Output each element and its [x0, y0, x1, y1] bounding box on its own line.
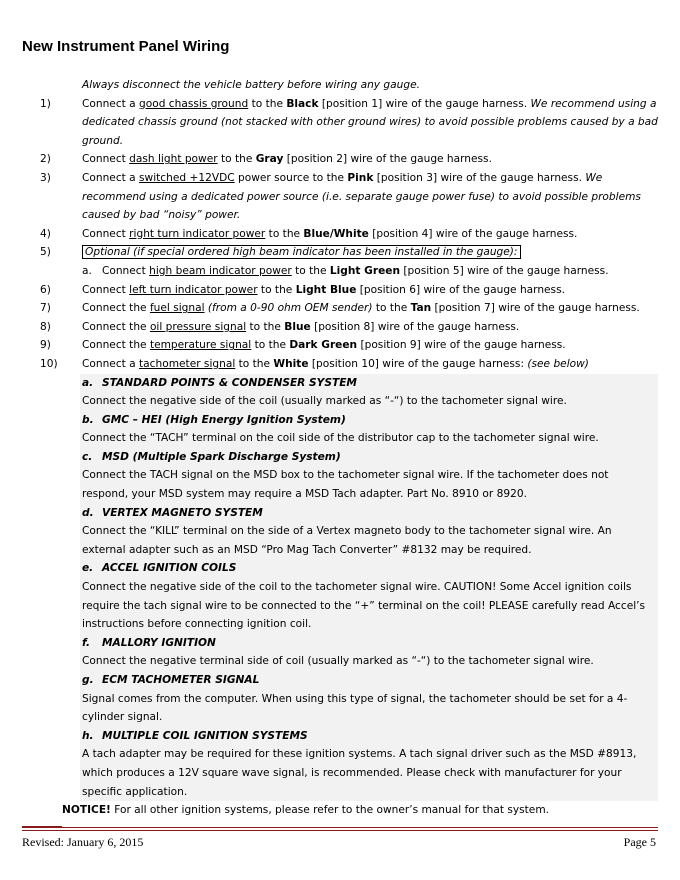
- wire-color: Gray: [255, 153, 284, 166]
- notice-label: NOTICE!: [62, 804, 111, 817]
- revised-date: Revised: January 6, 2015: [22, 835, 144, 849]
- ignition-system-instructions: A tach adapter may be required for these ignition systems. A tach signal driver such as the MSD #8913, which produces a 12V square wave signal, is recommended. Please check with manufacturer for your specific application.: [82, 748, 637, 798]
- wire-color: Pink: [347, 171, 374, 184]
- ignition-system-heading: g. ECM TACHOMETER SIGNAL: [82, 674, 260, 686]
- wire-color: Blue/White: [303, 227, 369, 240]
- item-number: 10): [40, 357, 58, 370]
- signal-name: oil pressure signal: [149, 320, 247, 333]
- item-number: 8): [40, 320, 51, 333]
- item-number: 1): [40, 97, 51, 110]
- footer-rule-double: [22, 830, 658, 831]
- signal-name: left turn indicator power: [129, 283, 258, 296]
- ignition-system-instructions: Connect the negative side of the coil (usually marked as “-“) to the tachometer signal wire.: [82, 395, 567, 408]
- page-number: Page 5: [623, 835, 656, 849]
- ignition-system-heading: d. VERTEX MAGNETO SYSTEM: [82, 506, 263, 519]
- list-item-5: [0, 243, 680, 262]
- signal-name: dash light power: [129, 153, 218, 166]
- item-number: 2): [40, 153, 51, 166]
- ignition-systems-list: [80, 374, 658, 802]
- signal-name: fuel signal: [149, 302, 205, 315]
- wire-color: Tan: [410, 302, 432, 315]
- ignition-system-instructions: Connect the “KILL” terminal on the side of a Vertex magneto body to the tachometer signal wire. An external adapter such as an MSD “Pro Mag Tach Converter” #8132 may be required.: [82, 525, 612, 556]
- ignition-system-instructions: Signal comes from the computer. When using this type of signal, the tachometer should be set for a 4-cylinder signal.: [82, 692, 628, 724]
- item-number: 5): [40, 246, 51, 259]
- list-item: 7) Connect the fuel signal (from a 0-90 ohm OEM sender) to the Tan [position 7] wire of the gauge harness.: [0, 299, 680, 318]
- wiring-instructions: [0, 76, 680, 820]
- ignition-system-heading: c. MSD (Multiple Spark Discharge System): [82, 450, 341, 463]
- wire-color: Dark Green: [289, 339, 358, 352]
- ignition-system-heading: a. STANDARD POINTS & CONDENSER SYSTEM: [82, 376, 357, 389]
- list-item: 1) Connect a good chassis ground to the Black [position 1] wire of the gauge harness. We recommend using a dedicated chassis ground (not stacked with other ground wires) to avoid possible problems caused by a bad ground.: [0, 95, 680, 151]
- page-title: New Instrument Panel Wiring: [22, 38, 230, 55]
- notice-text: For all other ignition systems, please refer to the owner’s manual for that system.: [110, 804, 550, 817]
- item-number: 3): [40, 171, 51, 184]
- signal-name: switched +12VDC: [139, 171, 235, 184]
- intro-note: Always disconnect the vehicle battery before wiring any gauge.: [82, 79, 420, 91]
- signal-name: temperature signal: [149, 339, 252, 352]
- item-number: 4): [40, 227, 51, 240]
- signal-name: good chassis ground: [139, 97, 249, 110]
- list-item-10: 10) Connect a tachometer signal to the White [position 10] wire of the gauge harness: (see below): [0, 355, 680, 374]
- wire-color: Light Blue: [295, 283, 357, 296]
- footer-rule: [22, 827, 658, 828]
- optional-highbeam-note: Optional (if special ordered high beam indicator has been installed in the gauge):: [82, 245, 521, 259]
- ignition-system-instructions: Connect the negative terminal side of coil (usually marked as “-“) to the tachometer signal wire.: [82, 655, 594, 668]
- item-number: 6): [40, 283, 51, 296]
- wire-color: Black: [286, 97, 319, 110]
- list-item-5a: a. Connect high beam indicator power to the Light Green [position 5] wire of the gauge harness.: [82, 264, 609, 277]
- list-item: 4) Connect right turn indicator power to the Blue/White [position 4] wire of the gauge harness.: [0, 225, 680, 244]
- list-item: 9) Connect the temperature signal to the Dark Green [position 9] wire of the gauge harness.: [0, 336, 680, 355]
- ignition-system-heading: h. MULTIPLE COIL IGNITION SYSTEMS: [82, 729, 308, 742]
- ignition-system-instructions: Connect the negative side of the coil to the tachometer signal wire. CAUTION! Some Accel ignition coils require the tach signal wire to be connected to the “+” terminal on the coil! PLEASE carefully read Accel’s instructions before connecting ignition coil.: [82, 581, 646, 631]
- list-item: 6) Connect left turn indicator power to the Light Blue [position 6] wire of the gauge harness.: [0, 281, 680, 300]
- item-number: 9): [40, 339, 51, 352]
- ignition-system-heading: f. MALLORY IGNITION: [82, 636, 216, 649]
- ignition-system-heading: b. GMC – HEI (High Energy Ignition System): [82, 413, 346, 426]
- ignition-system-instructions: Connect the TACH signal on the MSD box to the tachometer signal wire. If the tachometer does not respond, your MSD system may require a MSD Tach adapter. Part No. 8910 or 8920.: [82, 469, 609, 501]
- signal-name: right turn indicator power: [129, 227, 266, 240]
- list-item: 2) Connect dash light power to the Gray [position 2] wire of the gauge harness.: [0, 150, 680, 169]
- list-item: 8) Connect the oil pressure signal to the Blue [position 8] wire of the gauge harness.: [0, 318, 680, 337]
- wire-color: Blue: [284, 320, 311, 333]
- ignition-system-heading: e. ACCEL IGNITION COILS: [82, 562, 237, 575]
- ignition-system-instructions: Connect the “TACH” terminal on the coil side of the distributor cap to the tachometer signal wire.: [82, 432, 599, 445]
- notice-line: [0, 801, 680, 820]
- list-item: 3) Connect a switched +12VDC power source to the Pink [position 3] wire of the gauge harness. We recommend using a dedicated power source (i.e. separate gauge power fuse) to avoid possible problems caused by bad “noisy” power.: [0, 169, 680, 225]
- item-number: 7): [40, 302, 51, 315]
